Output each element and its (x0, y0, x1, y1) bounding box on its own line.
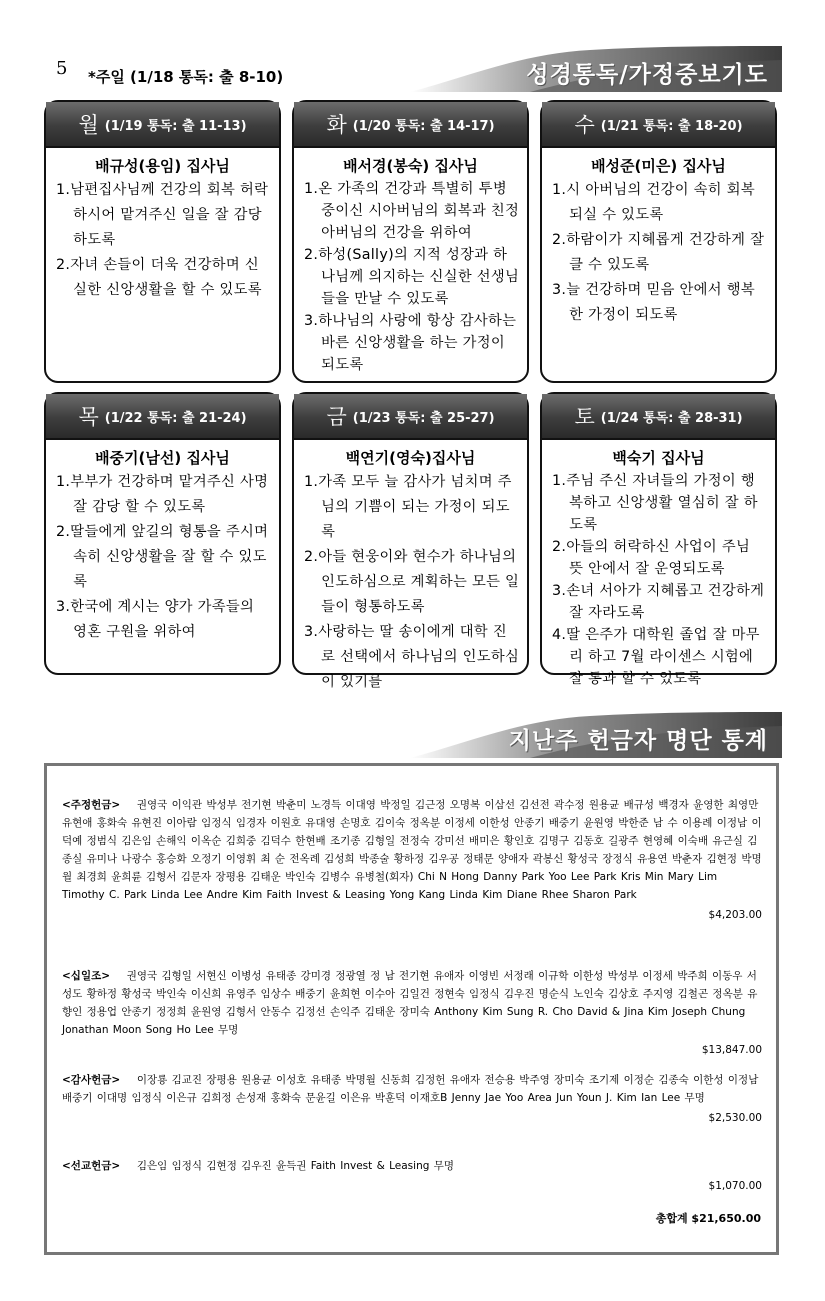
banner-title: 지난주 헌금자 명단 통계 (508, 727, 768, 754)
offering-label: <주정헌금> (62, 799, 121, 811)
grand-total: 총합계 $21,650.00 (655, 1212, 761, 1225)
offering-label: <감사헌금> (62, 1074, 121, 1086)
day-label: 월 (78, 113, 99, 137)
prayer-item: 3.사랑하는 딸 송이에게 대학 진로 선택에서 하나님의 인도하심이 있기를 (304, 624, 520, 690)
prayer-item: 1.온 가족의 건강과 특별히 투병 중이신 시아버님의 회복과 친정아버님의 건강을 위하여 (304, 181, 520, 241)
box-header (294, 394, 527, 440)
day-label: 금 (326, 405, 347, 429)
prayer-item: 3.손녀 서아가 지혜롭고 건강하게 잘 자라도록 (552, 583, 765, 621)
offering-amount: $13,847.00 (701, 1044, 762, 1056)
prayer-item: 2.아들 현웅이와 현수가 하나님의 인도하심으로 계획하는 모든 일들이 형통하도록 (304, 549, 520, 615)
family-name: 배중기(남선) 집사님 (95, 449, 230, 467)
box-header (294, 102, 527, 148)
offering-label: <선교헌금> (62, 1160, 121, 1172)
family-name: 배서경(봉숙) 집사님 (343, 157, 478, 175)
offering-names: 이장룡 김교진 장평용 원용균 이성호 유태종 박명월 신동희 김정헌 유애자 전승용 박주영 장미숙 조기제 이정순 김종숙 이한성 이정남 배중기 이대명 임정식 이은규 김희정 손성재 홍화숙 문윤길 이은유 박훈덕 이재호B Jenny Jae Yoo Area Jun Youn J. Kim Ian Lee 무명 (62, 1074, 759, 1104)
reading-label: (1/19 통독: 출 11-13) (104, 118, 247, 134)
family-name: 배규성(용임) 집사님 (95, 157, 230, 175)
family-name: 배성준(미은) 집사님 (591, 157, 726, 175)
reading-label: (1/24 통독: 출 28-31) (600, 410, 743, 426)
box-header (542, 102, 775, 148)
prayer-list (46, 470, 279, 645)
prayer-item: 1.시 아버님의 건강이 속히 회복 되실 수 있도록 (552, 182, 755, 223)
offering-label: <십일조> (62, 970, 111, 982)
prayer-item: 2.아들의 허락하신 사업이 주님 뜻 안에서 잘 운영되도록 (552, 539, 751, 577)
prayer-item: 2.자녀 손들이 더욱 건강하며 신실한 신앙생활을 할 수 있도록 (56, 257, 262, 298)
reading-label: (1/22 통독: 출 21-24) (104, 410, 247, 426)
banner-bible-reading (410, 46, 782, 92)
family-name: 백연기(영숙)집사님 (345, 449, 476, 467)
prayer-list (542, 470, 775, 690)
prayer-list (542, 178, 775, 328)
prayer-box-sat (540, 392, 777, 687)
box-header (542, 394, 775, 440)
family-name: 백숙기 집사님 (612, 449, 705, 467)
prayer-list (46, 178, 279, 303)
offering-names: 권영국 김형일 서현신 이병성 유태종 강미경 정광열 정 남 전기현 유애자 이영빈 서정래 이규학 이한성 박성부 이정세 박주희 이동우 서성도 황하정 황성국 박인숙 이신희 유영주 임상수 배중기 윤희현 이수아 김일건 정현숙 임정식 김우진 명순식 노인숙 김상호 주지영 김철곤 정옥분 유향인 정용업 안종기 정정희 윤원영 김형서 안동수 김정선 손익주 김태운 장미숙 Anthony Kim Sung R. Cho David & Jina Kim Joseph Chung Jonathan Moon Song Ho Lee 무명 (62, 970, 758, 1036)
day-label: 수 (574, 113, 595, 137)
prayer-box-tue (292, 100, 529, 383)
prayer-item: 4.딸 은주가 대학원 졸업 잘 마무리 하고 7월 라이센스 시험에 잘 통과 할 수 있도록 (552, 627, 760, 687)
banner-offering (410, 712, 782, 758)
prayer-item: 3.하나님의 사랑에 항상 감사하는 바른 신앙생활을 하는 가정이 되도록 (304, 313, 517, 373)
offering-section-mission (62, 1157, 762, 1195)
offering-amount: $2,530.00 (708, 1112, 762, 1124)
box-header (46, 102, 279, 148)
reading-label: (1/21 통독: 출 18-20) (600, 118, 743, 134)
prayer-box-wed (540, 100, 777, 383)
prayer-item: 1.부부가 건강하며 맡겨주신 사명 잘 감당 할 수 있도록 (56, 474, 269, 515)
banner-title: 성경통독/가정중보기도 (526, 61, 768, 88)
offering-names: 김은임 임정식 김현정 김우진 윤득권 Faith Invest & Leasing 무명 (136, 1160, 455, 1172)
prayer-item: 2.하람이가 지혜롭게 건강하게 잘 클 수 있도록 (552, 232, 765, 273)
prayer-box-thu (44, 392, 281, 675)
prayer-item: 2.하성(Sally)의 지적 성장과 하나님께 의지하는 신실한 선생님들을 만날 수 있도록 (304, 247, 520, 307)
offering-section-weekly (62, 796, 762, 924)
prayer-item: 1.주님 주신 자녀들의 가정이 행복하고 신앙생활 열심히 잘 하도록 (552, 473, 758, 533)
offering-section-thanksgiving (62, 1071, 762, 1127)
offering-section-tithe (62, 967, 762, 1059)
prayer-item: 2.딸들에게 앞길의 형통을 주시며 속히 신앙생활을 잘 할 수 있도록 (56, 524, 269, 590)
day-label: 화 (326, 113, 347, 137)
prayer-list (294, 178, 527, 376)
reading-label: (1/20 통독: 출 14-17) (352, 118, 495, 134)
prayer-item: 3.늘 건강하며 믿음 안에서 행복한 가정이 되도록 (552, 282, 755, 323)
prayer-item: 1.남편집사님께 건강의 회복 허락하시어 맡겨주신 일을 잘 감당하도록 (56, 182, 269, 248)
sunday-reading: *주일 (1/18 통독: 출 8-10) (88, 68, 284, 86)
prayer-item: 3.한국에 계시는 양가 가족들의 영혼 구원을 위하여 (56, 599, 255, 640)
day-label: 목 (78, 405, 99, 429)
offering-amount: $4,203.00 (708, 909, 762, 921)
prayer-box-fri (292, 392, 529, 690)
prayer-box-mon (44, 100, 281, 383)
prayer-item: 1.가족 모두 늘 감사가 넘치며 주님의 기쁨이 되는 가정이 되도록 (304, 474, 512, 540)
box-header (46, 394, 279, 440)
page-number: 5 (56, 58, 68, 79)
offering-amount: $1,070.00 (708, 1180, 762, 1192)
offering-names: 권영국 이익관 박성부 전기현 박춘미 노경득 이대영 박정일 김근정 오명복 이삼선 김선전 곽수정 원용균 배규성 백경자 윤영한 최영만 유현애 홍화숙 유현진 이아람 임정식 임경자 이원호 유대영 손명호 김이숙 정옥분 이정세 이한성 안종기 배중기 윤원영 박한준 남 수 이용례 이정남 이덕예 정범식 김은임 손해익 이옥순 김희중 김덕수 한현배 조기종 김형일 전정숙 강미선 배미은 황인호 김명구 김동호 길광주 현영혜 이숙배 유근실 김종실 유미나 나광수 홍승화 오정기 이영휘 최 순 전옥례 김성희 박종술 황하정 김우공 정태문 양애자 곽봉신 황성국 장정식 유용연 박춘자 김현정 박명월 최경희 윤희륜 김형서 김문자 장평용 김태운 박인숙 김병수 유병철(회자) Chi N Hong Danny Park Yoo Lee Park Kris Min Mary Lim Timothy C. Park Linda Lee Andre Kim Faith Invest & Leasing Yong Kang Linda Kim Diane Rhee Sharon Park (62, 799, 762, 901)
reading-label: (1/23 통독: 출 25-27) (352, 410, 495, 426)
prayer-list (294, 470, 527, 695)
day-label: 토 (574, 405, 595, 429)
